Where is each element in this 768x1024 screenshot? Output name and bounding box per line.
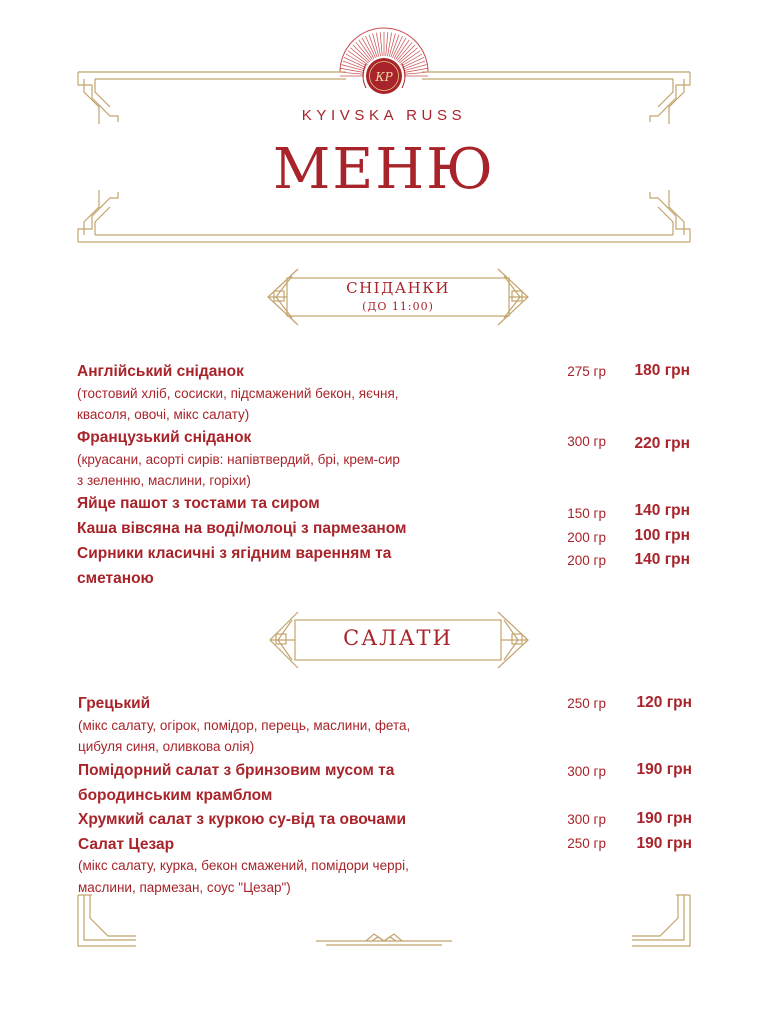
item-description: (мікс салату, курка, бекон смажений, помідори черрі, [78,858,409,873]
item-name: Хрумкий салат з куркою су-від та овочами [78,811,407,828]
item-weight: 300 гр [567,812,606,827]
item-description: (мікс салату, огірок, помідор, перець, маслини, фета, [78,718,411,733]
item-name: Англійський сніданок [77,363,244,380]
item-weight: 250 гр [567,836,606,851]
item-price: 180 грн [634,362,690,379]
item-weight: 250 гр [567,696,606,711]
item-description: (круасани, асорті сирів: напівтвердий, брі, крем-сир [77,452,400,467]
item-name: бородинським крамблом [78,787,273,804]
item-price: 220 грн [634,435,690,452]
section-title-breakfast: СНІДАНКИ [346,279,450,297]
bottom-ornament-icon [316,934,452,945]
svg-text:КР: КР [375,70,393,84]
item-price: 140 грн [634,502,690,519]
item-name: Помідорний салат з бринзовим мусом та [78,762,395,779]
item-weight: 150 гр [567,506,606,521]
item-description: квасоля, овочі, мікс салату) [77,407,250,422]
item-name: Салат Цезар [78,836,175,853]
item-description: цибуля синя, оливкова олія) [78,739,255,754]
item-price: 120 грн [636,694,692,711]
item-price: 190 грн [636,761,692,778]
item-name: Французький сніданок [77,429,252,446]
art-deco-banner-icon [268,269,528,325]
item-name: Грецький [78,695,151,712]
item-price: 140 грн [634,551,690,568]
item-weight: 275 гр [567,364,606,379]
item-weight: 200 гр [567,530,606,545]
item-description: (тостовий хліб, сосиски, підсмажений бекон, яєчня, [77,386,399,401]
page-title: МЕНЮ [273,137,495,202]
item-price: 100 грн [634,527,690,544]
fan-logo-icon [340,28,428,94]
item-name: Сирники класичні з ягідним варенням та [77,545,392,562]
item-description: маслини, пармезан, соус "Цезар") [78,880,291,895]
item-price: 190 грн [636,810,692,827]
item-price: 190 грн [636,835,692,852]
item-name: Яйце пашот з тостами та сиром [77,495,320,512]
brand-name: KYIVSKA RUSS [301,107,467,124]
item-weight: 200 гр [567,553,606,568]
item-name: сметаною [77,570,154,587]
item-weight: 300 гр [567,764,606,779]
section-subtitle-breakfast: (ДО 11:00) [362,300,434,313]
section-title-salads: САЛАТИ [343,626,453,650]
item-description: з зеленню, маслини, горіхи) [77,473,251,488]
art-deco-corner-icon [78,895,690,946]
item-weight: 300 гр [567,434,606,449]
item-name: Каша вівсяна на воді/молоці з пармезаном [77,520,407,537]
